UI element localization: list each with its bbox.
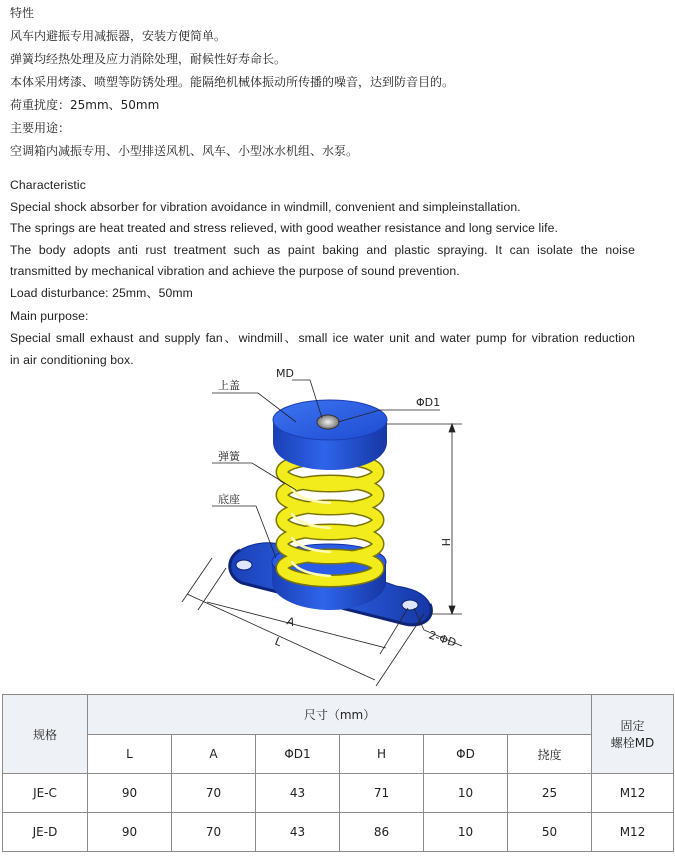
- row-l: 90: [88, 813, 172, 852]
- label-d: 2-ΦD: [427, 628, 458, 650]
- label-a: A: [285, 614, 297, 630]
- col-header-h: H: [340, 735, 424, 774]
- cn-purpose: 空调箱内减振专用、小型排送风机、风车、小型冰水机组、水泵。: [10, 144, 359, 158]
- row-h: 86: [340, 813, 424, 852]
- cn-feature-1: 风车内避振专用减振器，安装方便简单。: [10, 29, 227, 43]
- label-h: H: [439, 538, 452, 547]
- dimensions-header: 尺寸（mm）: [88, 695, 592, 735]
- cn-feature-3: 本体采用烤漆、喷塑等防锈处理。能隔绝机械体振动所传播的噪音，达到防音目的。: [10, 75, 455, 89]
- row-h: 71: [340, 774, 424, 813]
- row-bolt: M12: [592, 774, 674, 813]
- col-header-l: L: [88, 735, 172, 774]
- en-feature-1: Special shock absorber for vibration avoidance in windmill, convenient and simpleinstallation.: [10, 200, 521, 214]
- col-header-deflection: 挠度: [508, 735, 592, 774]
- en-feature-3: The body adopts anti rust treatment such as paint baking and plastic spraying. It can isolate the noise: [10, 243, 635, 257]
- shock-absorber-diagram: [0, 362, 675, 692]
- en-load: Load disturbance: 25mm、50mm: [10, 286, 193, 300]
- label-spring: 弹簧: [218, 450, 240, 463]
- en-purpose-cont: in air conditioning box.: [10, 353, 134, 367]
- cn-heading: 特性: [10, 6, 35, 20]
- en-feature-3-cont: transmitted by mechanical vibration and achieve the purpose of sound prevention.: [10, 264, 460, 278]
- label-l: L: [272, 634, 284, 650]
- bolt-header-line1: 固定: [620, 719, 645, 733]
- bolt-hole-icon: [317, 415, 339, 429]
- label-md: MD: [276, 367, 294, 380]
- cn-feature-2: 弹簧均经热处理及应力消除处理，耐候性好寿命长。: [10, 52, 287, 66]
- label-base: 底座: [218, 493, 240, 506]
- spec-table: [2, 694, 674, 852]
- row-deflection: 50: [508, 813, 592, 852]
- bolt-header-line2: 螺栓MD: [610, 736, 655, 750]
- col-header-d1: ΦD1: [256, 735, 340, 774]
- spec-header: 规格: [3, 695, 88, 774]
- en-purpose-heading: Main purpose:: [10, 309, 89, 323]
- en-purpose: Special small exhaust and supply fan、windmill、small ice water unit and water pump for vibration reduction: [10, 331, 635, 345]
- row-a: 70: [172, 774, 256, 813]
- row-deflection: 25: [508, 774, 592, 813]
- cn-purpose-heading: 主要用途：: [10, 121, 71, 135]
- row-d: 10: [424, 774, 508, 813]
- table-row: [3, 813, 674, 852]
- spring: [282, 458, 378, 581]
- table-row: [3, 774, 674, 813]
- cn-load: 荷重扰度：25mm、50mm: [10, 98, 160, 112]
- bolt-header: [592, 695, 674, 774]
- row-d1: 43: [256, 813, 340, 852]
- top-cap: [273, 400, 387, 470]
- row-model: JE-D: [3, 813, 88, 852]
- en-feature-2: The springs are heat treated and stress relieved, with good weather resistance and long service life.: [10, 221, 558, 235]
- en-heading: Characteristic: [10, 178, 86, 192]
- col-header-d: ΦD: [424, 735, 508, 774]
- row-d: 10: [424, 813, 508, 852]
- row-d1: 43: [256, 774, 340, 813]
- row-bolt: M12: [592, 813, 674, 852]
- col-header-a: A: [172, 735, 256, 774]
- row-model: JE-C: [3, 774, 88, 813]
- row-l: 90: [88, 774, 172, 813]
- label-d1: ΦD1: [416, 396, 441, 409]
- label-top-cap: 上盖: [218, 379, 240, 392]
- row-a: 70: [172, 813, 256, 852]
